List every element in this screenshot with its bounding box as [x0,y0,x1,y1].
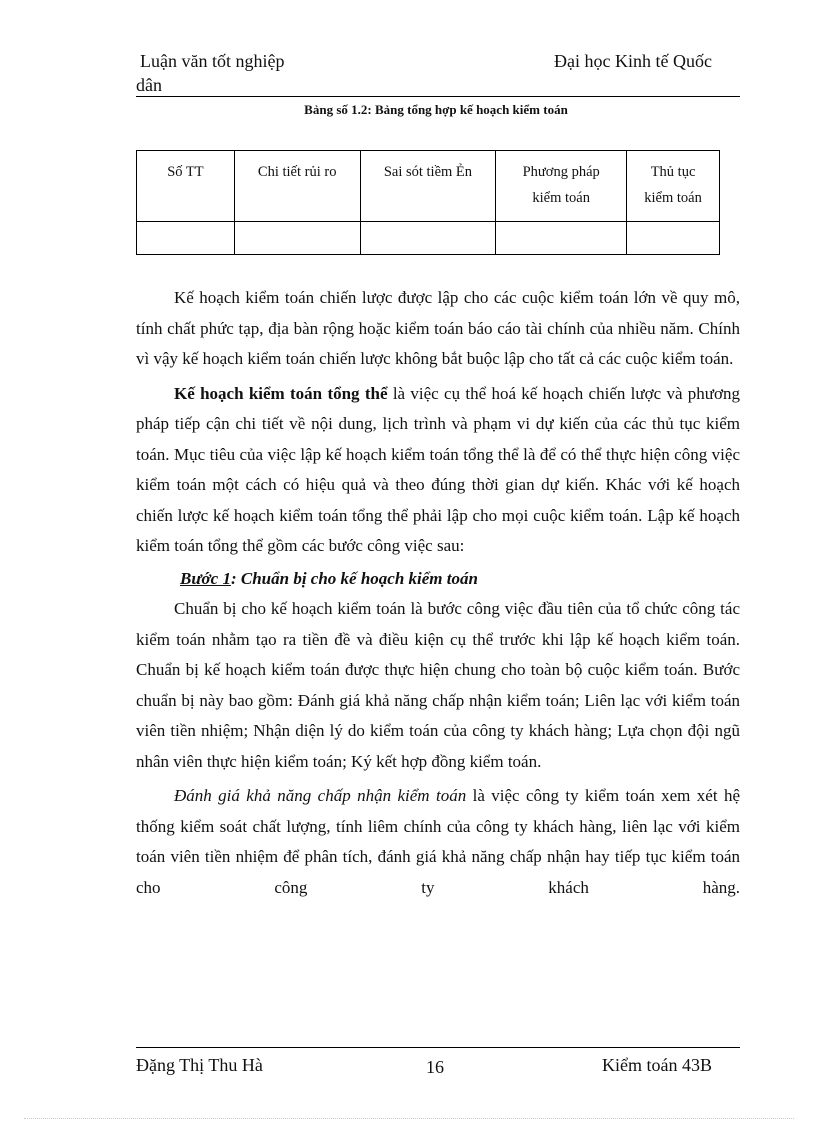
header-university: Đại học Kinh tế Quốc [554,51,712,71]
table-header-row [137,151,720,222]
table-row [137,222,720,255]
paragraph-strategic-plan: Kế hoạch kiểm toán chiến lược được lập cho các cuộc kiểm toán lớn về quy mô, tính chất phức tạp, địa bàn rộng hoặc kiểm toán báo cáo tài chính của nhiều năm. Chính vì vậy kế hoạch kiểm toán chiến lược không bắt buộc lập cho tất cả các cuộc kiểm toán. [136,288,740,368]
table-header-cell: Chi tiết rủi ro [234,151,360,222]
table-cell [627,222,720,255]
table-cell [496,222,627,255]
body-text [136,283,740,903]
footer-rule [136,1047,740,1048]
overall-plan-term: Kế hoạch kiểm toán tổng thể [174,383,388,403]
header-thesis-label: Luận văn tốt nghiệp [140,51,285,71]
table-header-cell: Thủ tục kiểm toán [627,151,720,222]
footer-author: Đặng Thị Thu Hà [136,1055,263,1075]
table-caption: Bảng số 1.2: Bảng tổng hợp kế hoạch kiểm toán [304,102,568,117]
table-cell [360,222,496,255]
page-number: 16 [426,1057,444,1077]
footer-class: Kiểm toán 43B [602,1055,712,1075]
table-header-cell: Sai sót tiềm Ẻn [360,151,496,222]
table-cell [137,222,235,255]
paragraph-overall-plan: Kế hoạch kiểm toán tổng thể là việc cụ thể hoá kế hoạch chiến lược và phương pháp tiếp cận chi tiết về nội dung, lịch trình và phạm vi dự kiến của các thủ tục kiểm toán. Mục tiêu của việc lập kế hoạch kiểm toán tổng thể là để có thể thực hiện công việc kiểm toán một cách có hiệu quả và theo đúng thời gian dự kiến. Khác với kế hoạch chiến lược kế hoạch kiểm toán tổng thể phải lập cho mọi cuộc kiểm toán. Lập kế hoạch kiểm toán tổng thể gồm các bước công việc sau: [136,383,740,555]
step-1-heading: Bước 1: Chuẩn bị cho kế hoạch kiểm toán [180,568,478,588]
table-cell [234,222,360,255]
table-header-cell: Phương pháp kiểm toán [496,151,627,222]
acceptance-term: Đánh giá khả năng chấp nhận kiểm toán [174,786,467,805]
paragraph-acceptance: Đánh giá khả năng chấp nhận kiểm toán là việc công ty kiểm toán xem xét hệ thống kiểm soát chất lượng, tính liêm chính của công ty khách hàng, liên lạc với kiểm toán viên tiền nhiệm để phân tích, đánh giá khả năng chấp nhận hay tiếp tục kiểm toán cho công ty khách hàng. [136,786,740,897]
page-edge-divider [24,1118,794,1119]
audit-plan-table [136,150,720,255]
header-rule [136,96,740,97]
header-university-continuation: dân [136,75,162,95]
paragraph-step-1: Chuẩn bị cho kế hoạch kiểm toán là bước công việc đầu tiên của tổ chức công tác kiểm toán nhằm tạo ra tiền đề và điều kiện cụ thể trước khi lập kế hoạch kiểm toán. Chuẩn bị kế hoạch kiểm toán được thực hiện chung cho toàn bộ cuộc kiểm toán. Bước chuẩn bị này bao gồm: Đánh giá khả năng chấp nhận kiểm toán; Liên lạc với kiểm toán viên tiền nhiệm; Nhận diện lý do kiểm toán của công ty khách hàng; Lựa chọn đội ngũ nhân viên thực hiện kiểm toán; Ký kết hợp đồng kiểm toán. [136,599,740,771]
table-header-cell: Số TT [137,151,235,222]
